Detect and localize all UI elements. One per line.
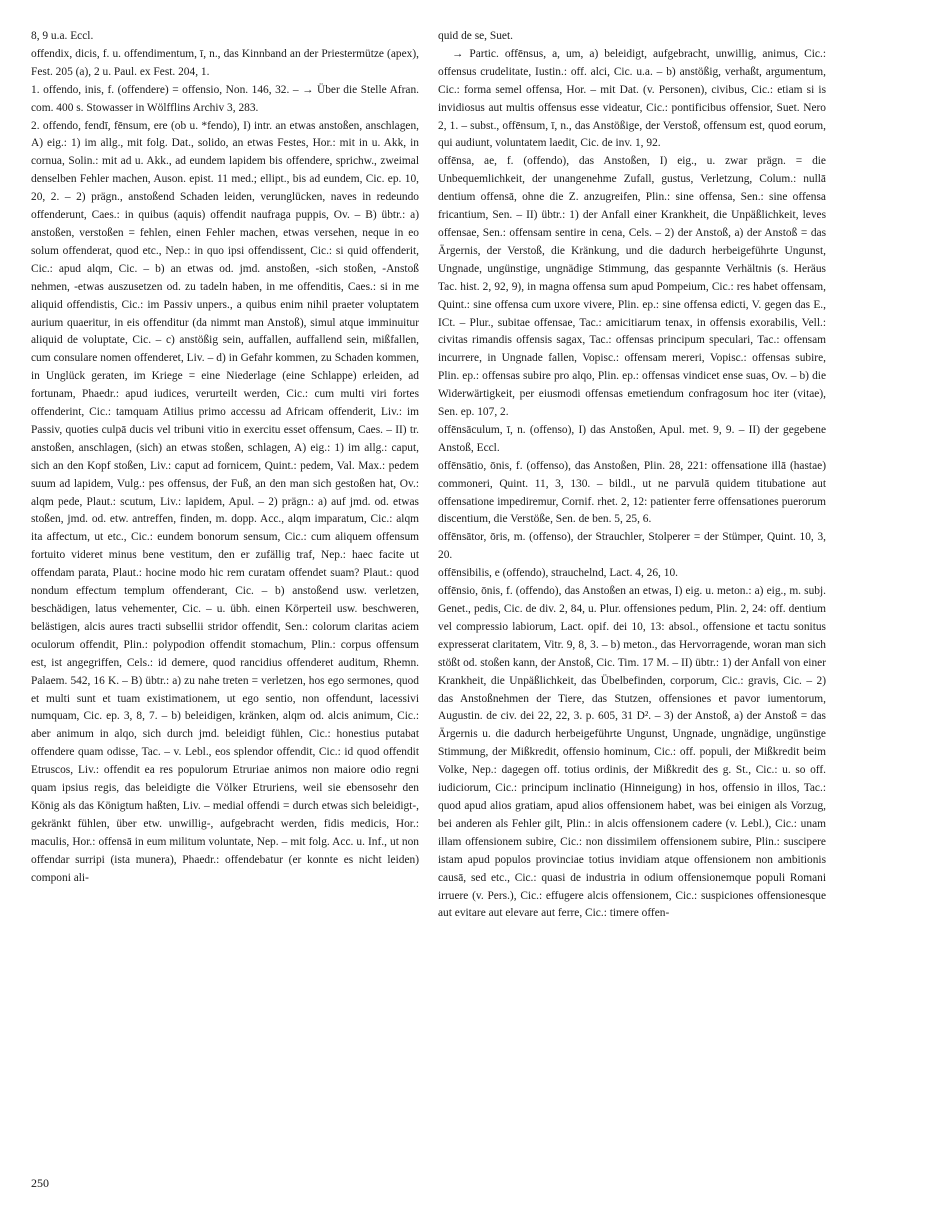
entry-continuation: quid de se, Suet.: [438, 30, 513, 42]
entry-offendo-1: 1. offendo, inis, f. (offendere) = offensio, Non. 146, 32. – → Über die Stelle Afran. com. 400 s. Stowasser in Wölfflins Archiv 3, 283.: [31, 83, 419, 114]
left-column: [31, 28, 419, 888]
entry-offensator: offēnsātor, ōris, m. (offenso), der Strauchler, Stolperer = der Stümper, Quint. 10, 3, 20.: [438, 531, 826, 562]
right-column: [438, 28, 826, 923]
entry-offensatio: offēnsātio, ōnis, f. (offenso), das Anstoßen, Plin. 28, 221: offensatione illā (hastae) commoneri, Quint. 11, 3, 130. – bildl., ut ne parvulā quidem titubatione aut offensatione impediremur, Cornif. rhet. 2, 12: patienter ferre offensationes puerorum discentium, die Verstöße, Sen. de ben. 5, 25, 6.: [438, 459, 826, 526]
entry-offensus-participle: → Partic. offēnsus, a, um, a) beleidigt, aufgebracht, unwillig, animus, Cic.: offensus crudelitate, Iustin.: off. alci, Cic. u.a. – b) anstößig, verhaßt, argumentum, Cic.: forma semel offensa, Hor. – mit Dat. (v. Personen), civibus, Cic.: etiam si is invidiosus aut multis offensus esse videatur, Cic.: pontificibus offensior, Suet. Nero 2, 1. – subst., offēnsum, ī, n., das Anstößige, der Verstoß, offensum est, quod eorum, qui audiunt, voluntatem laedit, Cic. de inv. 1, 92.: [438, 47, 826, 150]
entry-offensaculum: offēnsāculum, ī, n. (offenso), I) das Anstoßen, Apul. met. 9, 9. – II) der gegebene Anstoß, Eccl.: [438, 423, 826, 454]
entry-offensibilis: offēnsibilis, e (offendo), strauchelnd, Lact. 4, 26, 10.: [438, 567, 678, 580]
entry-offendo-2: 2. offendo, fendī, fēnsum, ere (ob u. *fendo), I) intr. an etwas anstoßen, anschlagen, A) eig.: 1) im allg., mit folg. Dat., solido, an etwas Festes, Hor.: mit in u. Akk, in cornua, Solin.: mit ad u. Akk., ad eundem lapidem bis offendere, sprichw., zweimal denselben Fehler machen, Auson. epist. 11 med.; ellipt., bis ad eundem, Cic. ep. 10, 20, 2. – 2) prägn., anstoßend Schaden leiden, verunglücken, naves in redeundo offenderunt, Caes.: in quibus (aquis) offendit naufraga puppis, Ov. – B) übtr.: a) anstoßen, verstoßen = fehlen, einen Fehler machen, etwas versehen, neque in eo solum offenderat, quod etc., Nep.: in quo ipsi offendissent, Cic.: si quid offenderit, Cic.: apud alqm, Cic. – b) an etwas od. jmd. anstoßen, -sich stoßen, -Anstoß nehmen, -etwas auszusetzen od. zu tadeln haben, in me offenditis, Caes.: si in me aliquid offendistis, Cic.: im Passiv unpers., a quibus enim nihil praeter voluptatem aurium quaeritur, in eis offenditur (da nimmt man Anstoß), simul atque imminuitur aliquid de voluptate, Cic. – c) anstößig sein, auffallen, auffallend sein, mißfallen, cum consulare nomen offenderet, Liv. – d) in Gefahr kommen, zu Schaden kommen, in Unglück geraten, im Kriege = eine Niederlage (eine Schlappe) erleiden, ad fortunam, Phaedr.: apud iudices, verurteilt werden, Cic.: cum multi viri fortes offenderint, Cic.: tamquam Atilius primo accessu ad Africam offenderit, Liv.: im Passiv, quoties culpā ducis vel tribuni vitio in exercitu esset offensum, Caes. – II) tr. anstoßen, anschlagen, (sich) an etwas stoßen, schlagen, A) eig.: 1) im allg.: caput, sich an den Kopf stoßen, Liv.: caput ad fornicem, Quint.: pedem, Val. Max.: pedem suum ad lapidem, Vulg.: pes offensus, der Fuß, an den man sich gestoßen hat, Ov.: alqm pede, Plaut.: scutum, Liv.: lapidem, Apul. – 2) prägn.: a) auf jmd. od. etwas stoßen, jmd. od. etw. antreffen, finden, m. dopp. Acc., alqm imparatum, Cic.: alqm ita affectum, ut etc., Cic.: eundem bonorum sensum, Cic.: cum aliquem offensum fortuito videret minus bene vestitum, den er zufällig traf, Nep.: haec facite ut offendam parata, Plaut.: hocine modo hic rem curatam offendet suam? Plaut.: quod nondum effectum templum offenderant, Cic. – b) anstoßend usw. verletzen, beschädigen, latus vehementer, Cic. – u. übh. einen Körperteil usw. beschweren, belästigen, alcis aures tracti subsellii stridor offendit, Sen.: colorum claritas aciem oculorum offendit, Plin.: polypodion offendit stomachum, Plin.: corpus offensum est, ist angegriffen, Cels.: id demere, quod rancidius offenderet auditum, Rhemn. Palaem. 542, 16 K. – B) übtr.: a) zu nahe treten = verletzen, hos ego sermones, quod et multi sunt et tuam existimationem, ut ego sentio, non offendunt, lacessivi numquam, Cic. ep. 3, 8, 7. – b) beleidigen, kränken, alqm od. alcis animum, Cic.: aber animum in alqo, sich durch jmd. beleidigt fühlen, Cic.: honestius putabat offendere quam odisse, Tac. – v. Lebl., eos splendor offendit, Cic.: id quod offendit Etruscos, Liv.: offendit ea res populorum Etruriae animos non maiore odio regni quam ipsius regis, das beleidigte die Völker Etruriens, weil sie ebensosehr den König als das Königtum haßten, Liv. – medial offendi = durch etwas sich beleidigt-, gekränkt fühlen, über etw. unwillig-, aufgebracht werden, fidis medicis, Hor.: maculis, Hor.: offensā in eum militum voluntate, Nep. – mit folg. Acc. u. Inf., ut non offendar surripi (ista munera), Phaedr.: offendebatur (er konnte es nicht leiden) componi ali-: [31, 119, 419, 884]
entry-offensa: offēnsa, ae, f. (offendo), das Anstoßen, I) eig., u. zwar prägn. = die Unbequemlichkeit, der unangenehme Zufall, gustus, Verletzung, Colum.: nullā dentium offensā, ohne die Z. anzugreifen, Plin.: sine offensa, Sen.: sine offensa fricantium, Sen. – II) übtr.: 1) der Anfall einer Krankheit, die Unpäßlichkeit, leves offensae, Sen.: offensam sentire in cena, Cels. – 2) der Anstoß, a) der Anstoß = das Ärgernis, der Verstoß, die Kränkung, und die dadurch herbeigeführte Ungunst, Ungnade, ungünstige, ungnädige Stimmung, das gespannte Verhältnis (s. Heräus Tac. hist. 2, 92, 9), in magna offensa sum apud Pompeium, Cic.: res habet offensam, Quint.: sine offensa cum uxore vivere, Plin. ep.: sine offensa edicti, V. gegen das E., ICt. – Plur., subitae offensae, Tac.: amicitiarum tenax, in offensis exorabilis, Vell.: civitas rimandis offensis sagax, Tac.: offensas principum speculari, Tac.: offensam incurrere, in Ungnade fallen, Vopisc.: offensam mereri, Vopisc.: offensas subire, Plin. ep.: offensas subire pro alqo, Plin. ep.: offensas vindicet ense suas, Ov. – b) die Widerwärtigkeit, per eiusmodi offensas emetiendum confragosum hoc iter (vitae), Sen. ep. 107, 2.: [438, 155, 826, 419]
entry-offensio: offēnsio, ōnis, f. (offendo), das Anstoßen an etwas, I) eig. u. meton.: a) eig., m. subj. Genet., pedis, Cic. de div. 2, 84, u. Plur. offensiones pedum, Plin. 2, 24: off. dentium vel compressio labiorum, Lact. opif. dei 10, 13: absol., offensione et tactu sonitus expresserat claritatem, Vitr. 9, 8, 3. – b) meton., das Hervorragende, woran man sich stößt od. stoßen kann, der Anstoß, Cic. Tim. 17 M. – II) übtr.: 1) der Anfall von einer Krankheit, die Unpäßlichkeit, das Übelbefinden, corporum, Cic.: gravis, Cic. – 2) das Anstoßnehmen der Tiere, das Stutzen, offensiones et pavor iumentorum, Augustin. de civ. dei 22, 22, 3. p. 605, 31 D². – 3) der Anstoß, a) der Anstoß = das Ärgernis u. die dadurch herbeigeführte Ungunst, Ungnade, ungnädige, ungünstige Stimmung, der Mißkredit, offensio hominum, Cic.: off. populi, der Mißkredit beim Volke, Nep.: dagegen off. totius ordinis, der Mißkredit des g. St., Cic.: u. so off. iudiciorum, Cic.: principum inclinatio (Hinneigung) in hos, offensio in illos, Tac.: quod apud alios gratiam, apud alios offensionem habet, was bei einigen als Vorzug, bei anderen als Fehler gilt, Plin.: in alcis offensionem cadere (v. Lebl.), Cic.: unam illam offensionem subire, Cic.: non dissimilem offensionem subire, Plin.: suscipere istam apud populos provinciae totius invidiam atque offensionem non ambitionis causā, sed etc., Cic.: quasi de industria in odium offensionemque populi Romani irruere (v. Pers.), Cic.: effugere alcis offensionem, Cic.: suspiciones offensionesque aut evitare aut elevare aut ferre, Cic.: timere offen-: [438, 585, 826, 920]
page-number: 250: [31, 1176, 49, 1190]
entry-offendix: offendix, dicis, f. u. offendimentum, ī, n., das Kinnband an der Priestermütze (apex), Fest. 205 (a), 2 u. Paul. ex Fest. 204, 1.: [31, 47, 419, 78]
entry-paragraph: 8, 9 u.a. Eccl.: [31, 30, 94, 42]
